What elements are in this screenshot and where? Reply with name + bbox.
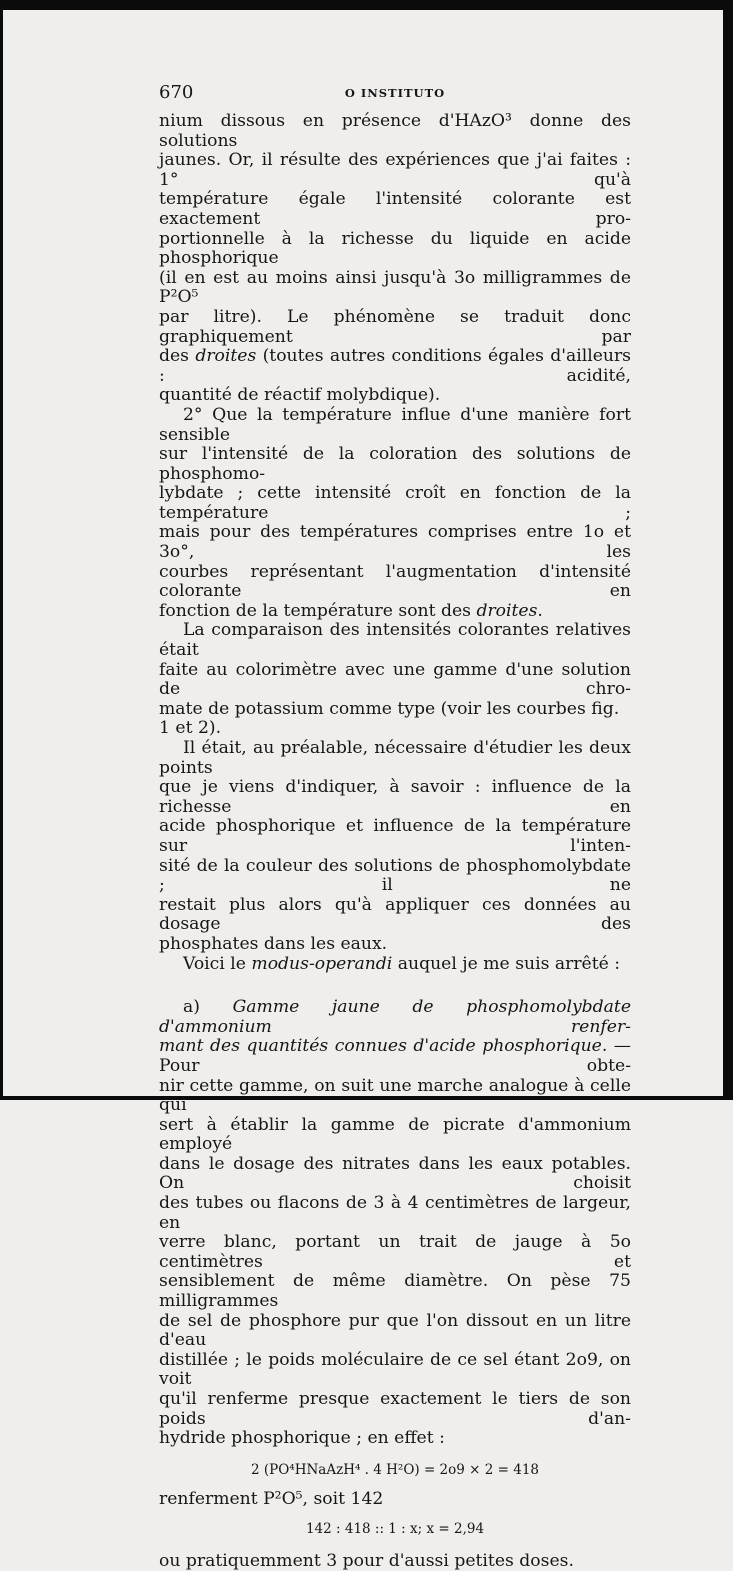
text-line: sensiblement de même diamètre. On pèse 75 milligrammes <box>159 1271 631 1312</box>
text-fragment: des <box>159 346 196 367</box>
text-line <box>159 955 631 975</box>
text-fragment: . <box>537 600 543 621</box>
text-line: jaunes. Or, il résulte des expériences que j'ai faites : 1° qu'à <box>159 150 631 190</box>
text-line: de sel de phosphore pur que l'on dissout en un litre d'eau <box>159 1310 631 1351</box>
scan-border-left <box>0 0 3 1100</box>
text-line: (il en est au moins ainsi jusqu'à 3o milligrammes de P²O⁵ <box>159 267 631 308</box>
text-line: verre blanc, portant un trait de jauge à 5o centimètres et <box>159 1232 631 1272</box>
formula-molecular-weight: 2 (PO⁴HNaAzH⁴ . 4 H²O) = 2o9 × 2 = 418 <box>250 1461 539 1478</box>
formula-proportion: 142 : 418 :: 1 : x; x = 2,94 <box>305 1520 485 1537</box>
text-fragment: fonction de la température sont des <box>159 600 477 621</box>
paragraph-1 <box>159 112 631 406</box>
section-title: Gamme jaune de phosphomolybdate d'ammonium renfer- <box>159 997 631 1037</box>
text-line: sité de la couleur des solutions de phosphomolybdate ; il ne <box>159 855 631 896</box>
section-a <box>159 998 631 1449</box>
text-line: mais pour des températures comprises entre 1o et 3o°, les <box>159 522 631 563</box>
text-line: faite au colorimètre avec une gamme d'une solution de chro- <box>159 659 631 700</box>
text-line: restait plus alors qu'à appliquer ces données au dosage des <box>159 894 631 935</box>
text-line: sert à établir la gamme de picrate d'ammonium employé <box>159 1114 631 1155</box>
text-line: nir cette gamme, on suit une marche analogue à celle qui <box>159 1075 631 1116</box>
page-header <box>159 82 631 112</box>
text-line: portionnelle à la richesse du liquide en acide phosphorique <box>159 228 631 269</box>
text-line: La comparaison des intensités colorantes relatives était <box>159 620 631 661</box>
text-fragment: — Pour obte- <box>159 1036 631 1076</box>
text-line: par litre). Le phénomène se traduit donc graphiquement par <box>159 306 631 347</box>
text-line: renferment P²O⁵, soit 142 <box>159 1489 384 1510</box>
renferment-paragraph <box>159 1490 631 1510</box>
text-line <box>159 602 631 622</box>
text-line: 2° Que la température influe d'une manière fort sensible <box>159 404 631 445</box>
text-line: distillée ; le poids moléculaire de ce sel étant 2o9, on voit <box>159 1349 631 1390</box>
text-line: température égale l'intensité colorante est exactement pro- <box>159 189 631 229</box>
text-fragment: (toutes autres conditions égales d'ailleurs : acidité, <box>159 346 632 386</box>
text-line: quantité de réactif molybdique). <box>159 385 441 406</box>
text-line: qu'il renferme presque exactement le tiers de son poids d'an- <box>159 1389 631 1429</box>
paragraph-4 <box>159 739 631 955</box>
text-line: Il était, au préalable, nécessaire d'étudier les deux points <box>159 738 631 778</box>
paragraph-2 <box>159 406 631 622</box>
text-line: acide phosphorique et influence de la température sur l'inten- <box>159 816 631 856</box>
text-line: mate de potassium comme type (voir les courbes fig. 1 et 2). <box>159 698 620 739</box>
text-line: lybdate ; cette intensité croît en fonction de la température ; <box>159 483 631 523</box>
text-line: dans le dosage des nitrates dans les eaux potables. On choisit <box>159 1153 631 1194</box>
page-number: 670 <box>159 82 194 103</box>
scan-border-right <box>723 0 733 1100</box>
text-line: sur l'intensité de la coloration des solutions de phosphomo- <box>159 444 631 484</box>
italic-term: droites <box>476 600 538 621</box>
paragraph-5 <box>159 955 631 975</box>
text-line: nium dissous en présence d'HAzO³ donne des solutions <box>159 111 631 151</box>
text-fragment: Voici le <box>183 953 252 974</box>
text-fragment: auquel je me suis arrêté : <box>392 953 621 974</box>
text-line: hydride phosphorique ; en effet : <box>159 1428 445 1449</box>
section-label: a) <box>183 997 233 1018</box>
paragraph-3 <box>159 621 631 739</box>
italic-term: droites <box>195 346 257 367</box>
italic-term: modus-operandi <box>251 953 393 974</box>
running-title: O INSTITUTO <box>344 86 446 100</box>
text-line: ou pratiquemment 3 pour d'aussi petites doses. <box>159 1550 574 1571</box>
section-title: mant des quantités connues d'acide phosphorique. <box>159 1036 608 1057</box>
body-text <box>159 112 631 1571</box>
text-line <box>159 347 631 386</box>
section-spacer <box>159 974 631 998</box>
text-line <box>159 1037 631 1076</box>
text-line: phosphates dans les eaux. <box>159 933 388 954</box>
text-line <box>159 998 631 1037</box>
text-line: que je viens d'indiquer, à savoir : influence de la richesse en <box>159 777 631 817</box>
text-line: des tubes ou flacons de 3 à 4 centimètres de largeur, en <box>159 1193 631 1233</box>
book-page <box>159 82 631 1571</box>
final-paragraph <box>159 1552 631 1571</box>
text-line: courbes représentant l'augmentation d'intensité colorante en <box>159 561 631 602</box>
scan-border-top <box>0 0 733 10</box>
